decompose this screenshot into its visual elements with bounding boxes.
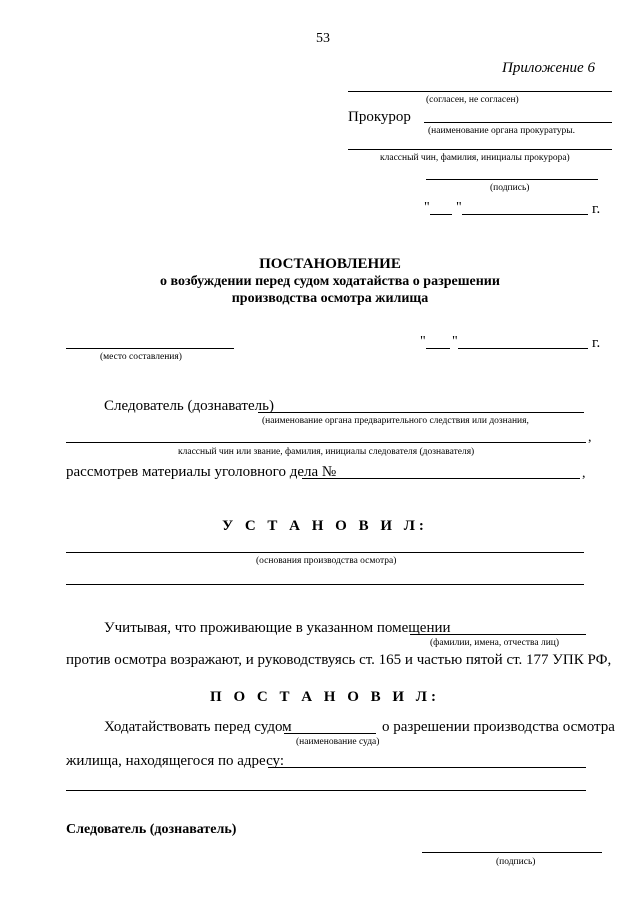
appendix-label: Приложение 6: [502, 60, 595, 76]
signature-hint: (подпись): [496, 857, 536, 867]
approval-month-line: [462, 214, 588, 215]
petition-tail-text: о разрешении производства осмотра: [382, 719, 615, 735]
considering-text: Учитывая, что проживающие в указанном помещении: [104, 620, 451, 636]
prosecutor-organ-hint: (наименование органа прокуратуры.: [428, 126, 576, 136]
case-number-line: [302, 478, 580, 479]
investigator-rank-line: [66, 442, 586, 443]
place-hint: (место составления): [100, 352, 182, 362]
prosecutor-signature-line: [426, 179, 598, 180]
day-line: [426, 348, 450, 349]
grounds-line-2: [66, 584, 584, 585]
address-line-1: [268, 767, 586, 768]
signature-label: Следователь (дознаватель): [66, 822, 237, 837]
prosecutor-signature-hint: (подпись): [490, 183, 530, 193]
established-heading: У С Т А Н О В И Л:: [222, 518, 428, 534]
case-trailing-comma: ,: [582, 466, 586, 481]
year-suffix: г.: [592, 335, 601, 351]
place-line: [66, 348, 234, 349]
agree-line: [348, 91, 612, 92]
month-line: [458, 348, 588, 349]
approval-year-suffix: г.: [592, 201, 601, 217]
document-title: ПОСТАНОВЛЕНИЕ: [259, 256, 401, 272]
address-text: жилища, находящегося по адресу:: [66, 753, 285, 769]
prosecutor-rank-hint: классный чин, фамилия, инициалы прокурора): [380, 153, 570, 163]
document-subtitle-line1: о возбуждении перед судом ходатайства о разрешении: [160, 274, 500, 289]
grounds-hint: (основания производства осмотра): [256, 556, 397, 566]
address-line-2: [66, 790, 586, 791]
approval-date-quote-open: ": [424, 200, 430, 215]
date-quote-open: ": [420, 334, 426, 349]
document-subtitle-line2: производства осмотра жилища: [231, 291, 429, 306]
court-line: [284, 733, 376, 734]
investigator-organ-hint: (наименование органа предварительного следствия или дознания,: [262, 416, 529, 426]
investigator-rank-hint: классный чин или звание, фамилия, инициалы следователя (дознавателя): [178, 447, 475, 457]
approval-date-quote-close: ": [456, 200, 462, 215]
petition-text: Ходатайствовать перед судом: [104, 719, 292, 735]
objection-text: против осмотра возражают, и руководствуясь ст. 165 и частью пятой ст. 177 УПК РФ,: [66, 652, 612, 668]
residents-line: [410, 634, 586, 635]
residents-hint: (фамилии, имена, отчества лиц): [430, 638, 560, 648]
signature-line: [422, 852, 602, 853]
prosecutor-rank-line: [348, 149, 612, 150]
prosecutor-label: Прокурор: [348, 109, 411, 125]
investigator-organ-line: [258, 412, 584, 413]
prosecutor-line: [424, 122, 612, 123]
investigator-trailing-comma: ,: [588, 430, 592, 445]
agree-hint: (согласен, не согласен): [426, 95, 519, 105]
court-hint: (наименование суда): [296, 737, 380, 747]
resolved-heading: П О С Т А Н О В И Л:: [210, 689, 440, 705]
case-text: рассмотрев материалы уголовного дела №: [66, 464, 337, 480]
page-number: 53: [316, 31, 330, 46]
grounds-line-1: [66, 552, 584, 553]
investigator-label: Следователь (дознаватель): [104, 398, 274, 414]
approval-day-line: [430, 214, 452, 215]
date-quote-close: ": [452, 334, 458, 349]
